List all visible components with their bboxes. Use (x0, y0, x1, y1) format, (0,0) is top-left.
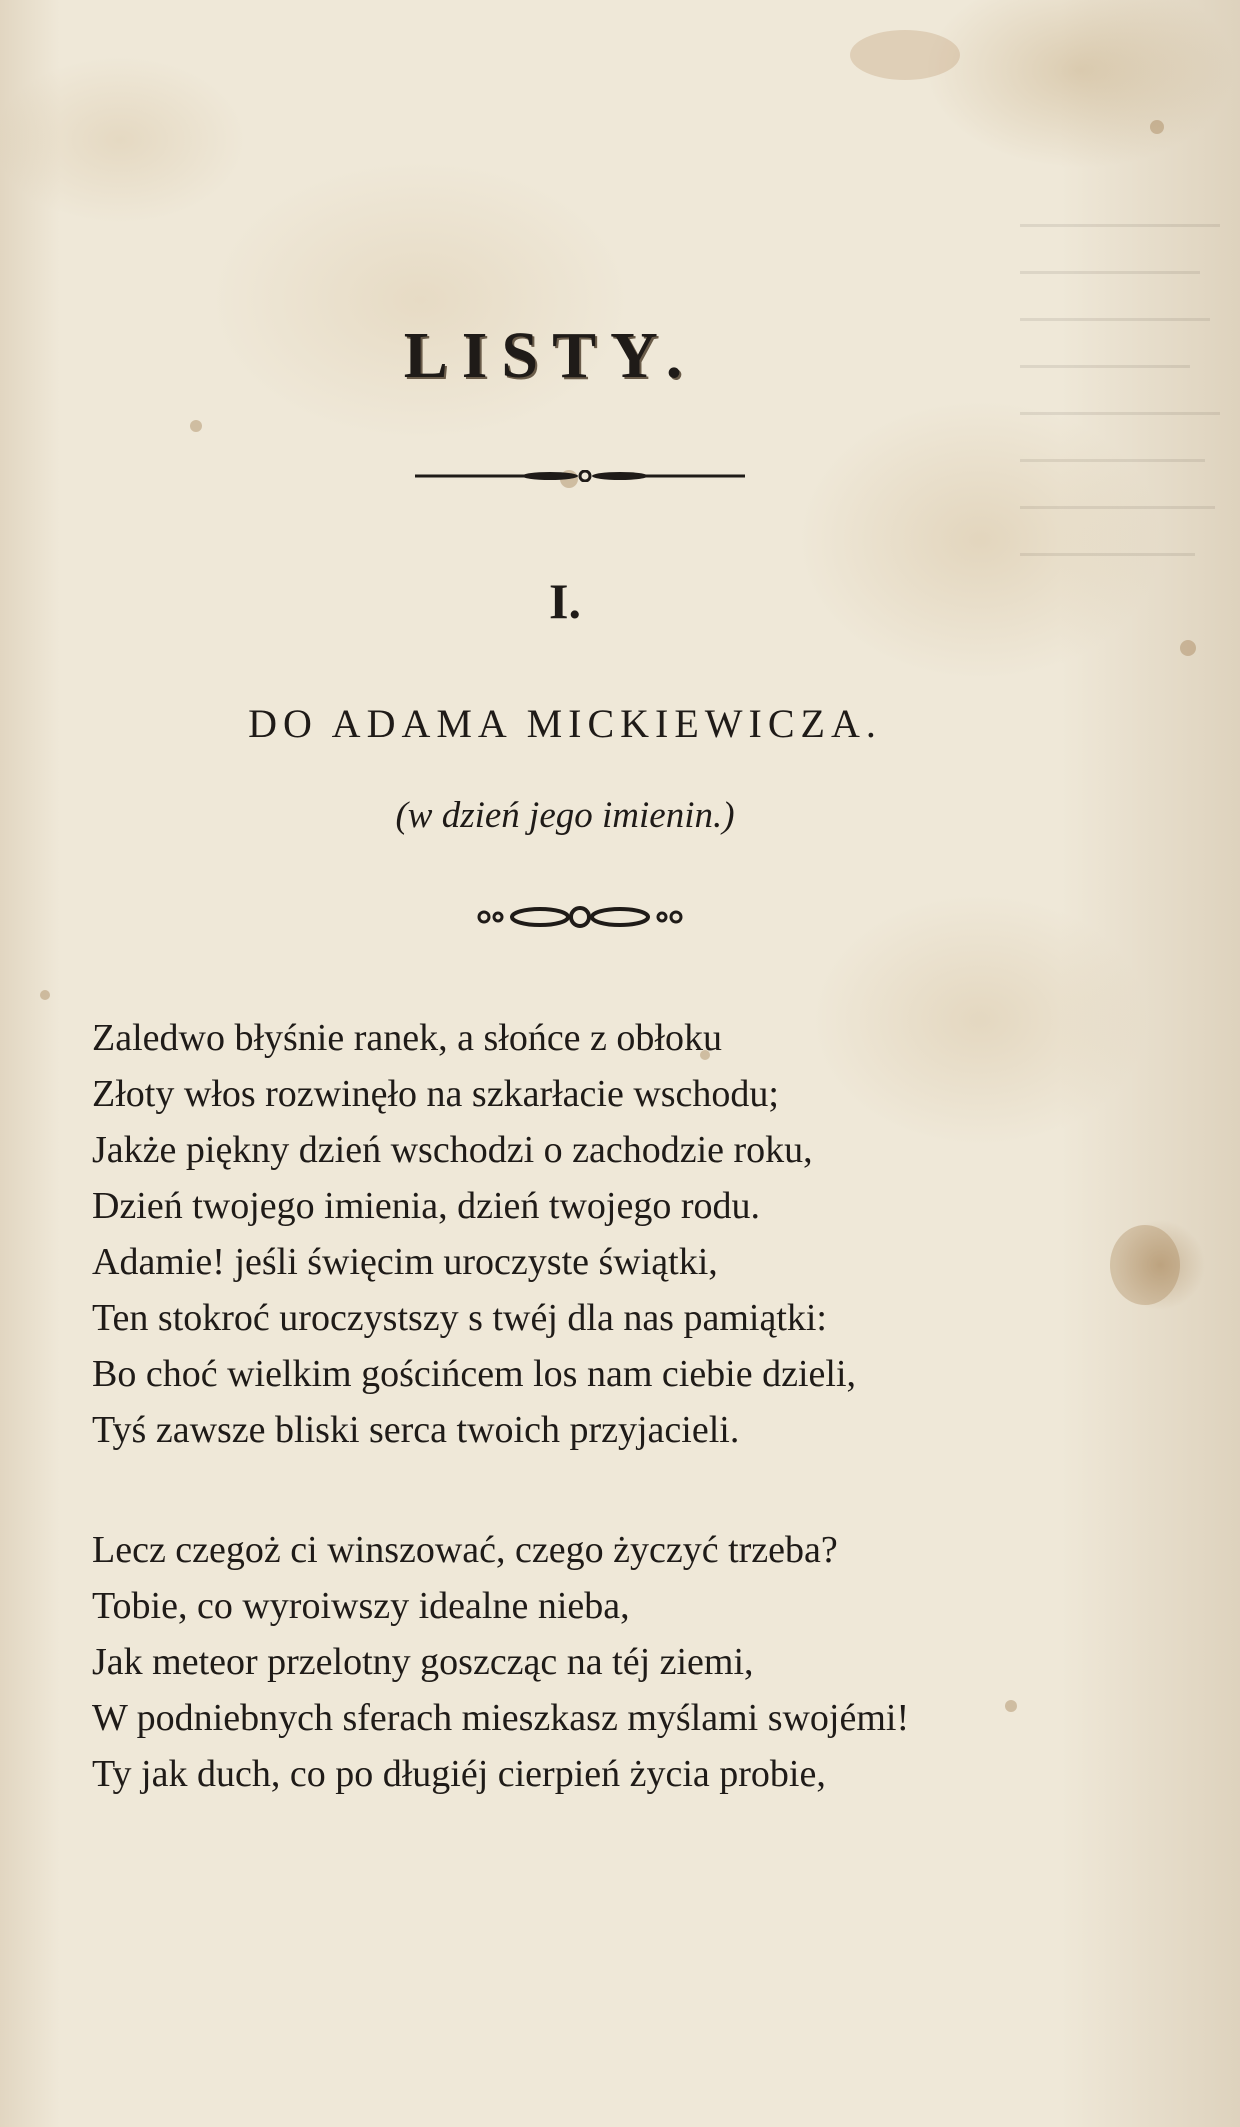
stain-spot (1150, 120, 1164, 134)
stain-spot (1180, 640, 1196, 656)
section-heading: LISTY. (403, 319, 697, 392)
stain-spot (40, 990, 50, 1000)
ornament-divider (470, 904, 690, 930)
stain-spot (850, 30, 960, 80)
poem-line: Adamie! jeśli święcim uroczyste świątki, (92, 1241, 718, 1283)
poem-line: Ty jak duch, co po długiéj cierpień życia probie, (92, 1753, 826, 1795)
poem-title: DO ADAMA MICKIEWICZA. (248, 701, 882, 746)
stanza (92, 1522, 1092, 1802)
poem-line: Tobie, co wyroiwszy idealne nieba, (92, 1585, 630, 1627)
poem-line: Złoty włos rozwinęło na szkarłacie wschodu; (92, 1073, 779, 1115)
poem-line: Dzień twojego imienia, dzień twojego rodu. (92, 1185, 760, 1227)
poem-line: Jakże piękny dzień wschodzi o zachodzie roku, (92, 1129, 813, 1171)
poem-line: Lecz czegoż ci winszować, czego życzyć trzeba? (92, 1529, 838, 1571)
poem-line: Tyś zawsze bliski serca twoich przyjacieli. (92, 1409, 740, 1451)
poem-line: Bo choć wielkim gościńcem los nam ciebie dzieli, (92, 1353, 857, 1395)
poem-line: Ten stokroć uroczystszy s twéj dla nas pamiątki: (92, 1297, 827, 1339)
poem-line: Jak meteor przelotny goszcząc na téj ziemi, (92, 1641, 754, 1683)
poem-line: W podniebnych sferach mieszkasz myślami swojémi! (92, 1697, 910, 1739)
poem-line: Zaledwo błyśnie ranek, a słońce z obłoku (92, 1017, 722, 1059)
stanza (92, 1010, 1092, 1458)
stain-spot (1110, 1225, 1180, 1305)
stain-spot (190, 420, 202, 432)
decorative-rule (415, 470, 745, 482)
poem-subtitle: (w dzień jego imienin.) (395, 795, 735, 836)
poem-number: I. (549, 573, 581, 629)
